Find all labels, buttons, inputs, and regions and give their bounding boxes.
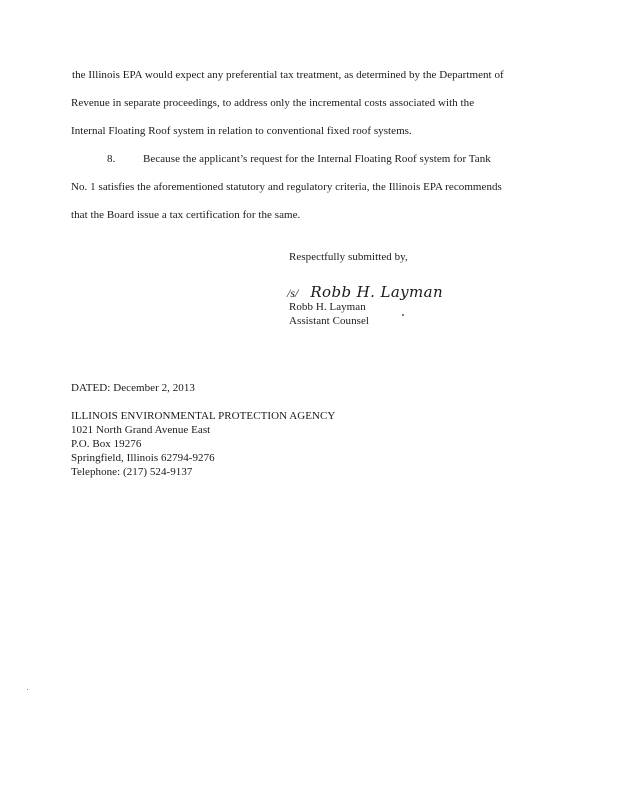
signature-prefix: /s/: [287, 286, 299, 300]
dated-line: DATED: December 2, 2013: [71, 382, 195, 394]
electronic-signature: [287, 283, 443, 302]
agency-address-2: P.O. Box 19276: [71, 438, 142, 450]
agency-name: ILLINOIS ENVIRONMENTAL PROTECTION AGENCY: [71, 410, 336, 422]
agency-city: Springfield, Illinois 62794-9276: [71, 452, 215, 464]
body-line-4: Because the applicant’s request for the Internal Floating Roof system for Tank: [143, 153, 491, 165]
body-line-1: the Illinois EPA would expect any preferential tax treatment, as determined by the Department of: [72, 69, 504, 81]
signer-title: Assistant Counsel: [289, 315, 369, 327]
body-line-3: Internal Floating Roof system in relation to conventional fixed roof systems.: [71, 125, 412, 137]
stray-mark: [27, 689, 28, 690]
stray-mark: [402, 314, 404, 316]
agency-address-1: 1021 North Grand Avenue East: [71, 424, 211, 436]
signer-name: Robb H. Layman: [289, 301, 366, 313]
signature-script: Robb H. Layman: [310, 283, 444, 301]
agency-phone: Telephone: (217) 524-9137: [71, 466, 193, 478]
body-line-5: No. 1 satisfies the aforementioned statutory and regulatory criteria, the Illinois EPA recommends: [71, 181, 502, 193]
body-line-6: that the Board issue a tax certification for the same.: [71, 209, 301, 221]
closing-text: Respectfully submitted by,: [289, 251, 408, 263]
body-line-2: Revenue in separate proceedings, to address only the incremental costs associated with the: [71, 97, 475, 109]
paragraph-number: 8.: [107, 153, 116, 165]
